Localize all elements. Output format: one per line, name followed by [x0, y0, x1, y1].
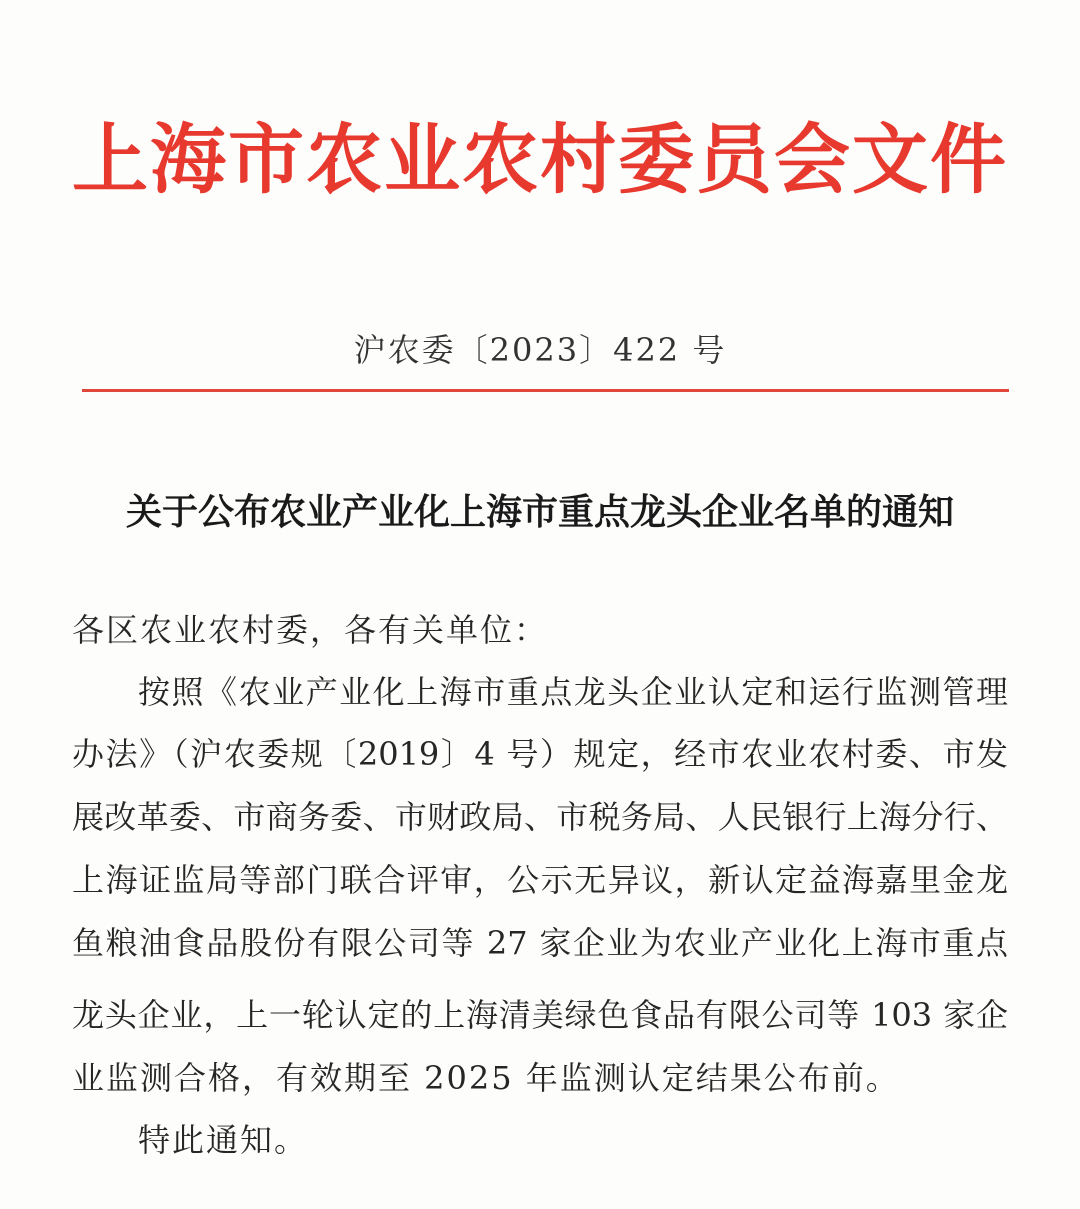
- salutation: 各区农业农村委，各有关单位：: [72, 611, 549, 649]
- body-line: 业监测合格，有效期至 2025 年监测认定结果公布前。: [72, 1059, 900, 1097]
- body-line: 鱼粮油食品股份有限公司等 27 家企业为农业产业化上海市重点: [72, 924, 1008, 962]
- body-line: 龙头企业，上一轮认定的上海清美绿色食品有限公司等 103 家企: [72, 996, 1008, 1034]
- body-line: 上海证监局等部门联合评审，公示无异议，新认定益海嘉里金龙: [72, 861, 1008, 899]
- body-line: 按照《农业产业化上海市重点龙头企业认定和运行监测管理: [138, 673, 1008, 711]
- body-line: 展改革委、市商务委、市财政局、市税务局、人民银行上海分行、: [72, 798, 1008, 836]
- body-line: 办法》（沪农委规〔2019〕4 号）规定，经市农业农村委、市发: [72, 735, 1008, 773]
- issuing-authority-header: 上海市农业农村委员会文件: [72, 115, 1008, 204]
- closing-line: 特此通知。: [138, 1121, 309, 1159]
- red-divider-line: [82, 389, 1009, 392]
- document-number: 沪农委〔2023〕422 号: [353, 331, 727, 369]
- notice-title: 关于公布农业产业化上海市重点龙头企业名单的通知: [125, 491, 954, 533]
